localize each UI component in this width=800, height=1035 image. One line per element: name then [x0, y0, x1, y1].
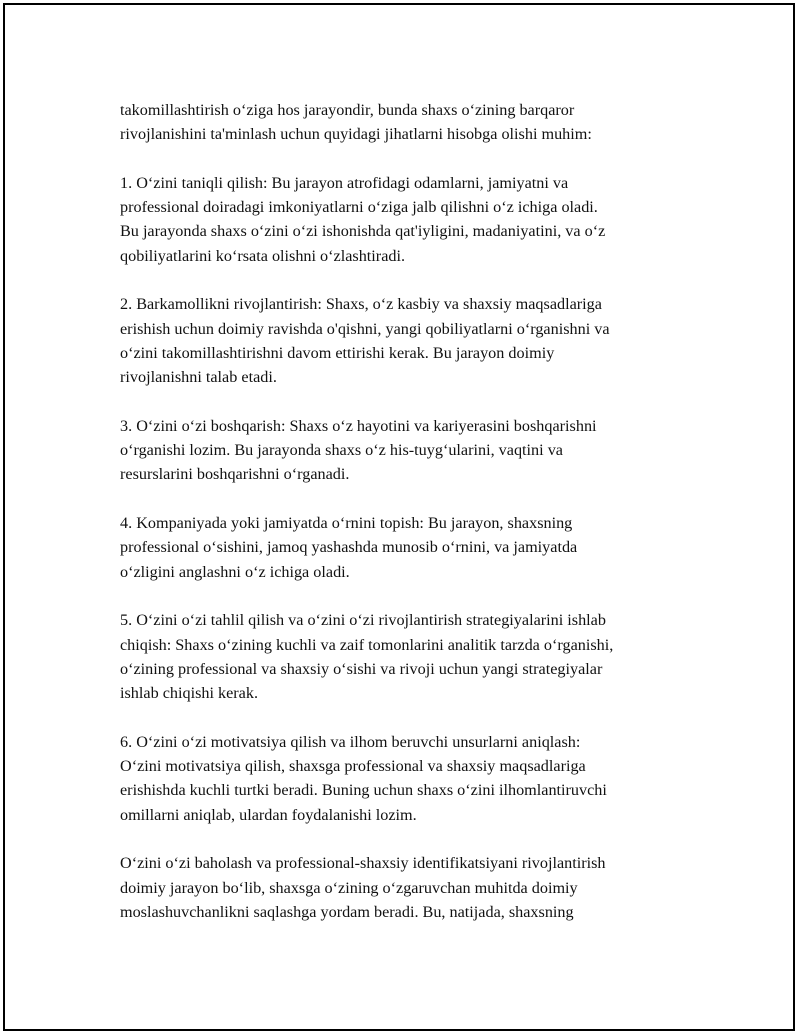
text-line: 6. O‘zini o‘zi motivatsiya qilish va ilhom beruvchi unsurlarni aniqlash:: [120, 732, 581, 751]
paragraph-item-4: [120, 511, 695, 584]
text-line: professional doiradagi imkoniyatlarni o‘ziga jalb qilishni o‘z ichiga oladi.: [120, 198, 598, 217]
text-line: moslashuvchanlikni saqlashga yordam beradi. Bu, natijada, shaxsning: [120, 902, 574, 921]
text-line: ishlab chiqishi kerak.: [120, 684, 259, 703]
text-line: 5. O‘zini o‘zi tahlil qilish va o‘zini o‘zi rivojlantirish strategiyalarini ishlab: [120, 611, 606, 630]
text-line: 2. Barkamollikni rivojlantirish: Shaxs, o‘z kasbiy va shaxsiy maqsadlariga: [120, 295, 602, 314]
document-page: [3, 3, 795, 1031]
text-line: o‘rganishi lozim. Bu jarayonda shaxs o‘z his-tuyg‘ularini, vaqtini va: [120, 441, 563, 460]
paragraph-item-1: [120, 171, 695, 268]
paragraph-item-3: [120, 414, 695, 487]
text-line: resurslarini boshqarishni o‘rganadi.: [120, 465, 350, 484]
text-line: professional o‘sishini, jamoq yashashda munosib o‘rnini, va jamiyatda: [120, 538, 578, 557]
text-line: Bu jarayonda shaxs o‘zini o‘zi ishonishda qat'iyligini, madaniyatini, va o‘z: [120, 222, 606, 241]
text-line: o‘zini takomillashtirishni davom ettirishi kerak. Bu jarayon doimiy: [120, 343, 555, 362]
document-body: [120, 98, 695, 948]
text-line: o‘zligini anglashni o‘z ichiga oladi.: [120, 562, 350, 581]
paragraph-item-5: [120, 608, 695, 705]
text-line: takomillashtirish o‘ziga hos jarayondir, bunda shaxs o‘zining barqaror: [120, 101, 575, 119]
text-line: doimiy jarayon bo‘lib, shaxsga o‘zining o‘zgaruvchan muhitda doimiy: [120, 878, 578, 897]
text-line: 4. Kompaniyada yoki jamiyatda o‘rnini topish: Bu jarayon, shaxsning: [120, 514, 573, 533]
paragraph-item-2: [120, 292, 695, 389]
paragraph-item-6: [120, 730, 695, 827]
text-line: O‘zini motivatsiya qilish, shaxsga professional va shaxsiy maqsadlariga: [120, 757, 586, 776]
text-line: rivojlanishni talab etadi.: [120, 368, 277, 387]
paragraph-intro: [120, 98, 695, 147]
text-line: rivojlanishini ta'minlash uchun quyidagi jihatlarni hisobga olishi muhim:: [120, 125, 592, 144]
text-line: 3. O‘zini o‘zi boshqarish: Shaxs o‘z hayotini va kariyerasini boshqarishni: [120, 416, 597, 435]
text-line: 1. O‘zini taniqli qilish: Bu jarayon atrofidagi odamlarni, jamiyatni va: [120, 173, 569, 192]
paragraph-conclusion: [120, 851, 695, 924]
text-line: erishishda kuchli turtki beradi. Buning uchun shaxs o‘zini ilhomlantiruvchi: [120, 781, 607, 800]
text-line: erishish uchun doimiy ravishda o'qishni, yangi qobiliyatlarni o‘rganishni va: [120, 319, 610, 338]
text-line: o‘zining professional va shaxsiy o‘sishi va rivoji uchun yangi strategiyalar: [120, 659, 603, 678]
text-line: omillarni aniqlab, ulardan foydalanishi lozim.: [120, 805, 417, 824]
text-line: chiqish: Shaxs o‘zining kuchli va zaif tomonlarini analitik tarzda o‘rganishi,: [120, 635, 614, 654]
text-line: qobiliyatlarini ko‘rsata olishni o‘zlashtiradi.: [120, 246, 406, 265]
text-line: O‘zini o‘zi baholash va professional-shaxsiy identifikatsiyani rivojlantirish: [120, 854, 606, 873]
